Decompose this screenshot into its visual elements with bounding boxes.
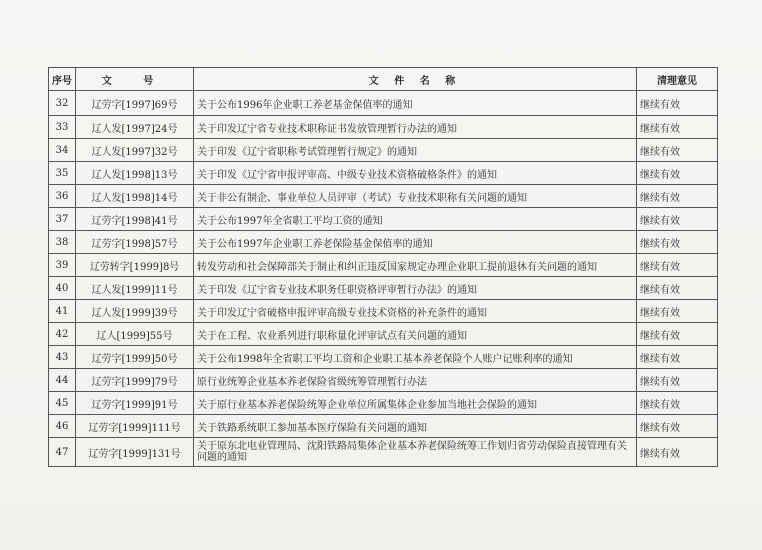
row-doc-no: 辽劳字[1999]131号 bbox=[76, 438, 194, 467]
row-doc-no: 辽劳字[1999]91号 bbox=[76, 392, 194, 415]
row-title: 关于印发《辽宁省专业技术职务任职资格评审暂行办法》的通知 bbox=[194, 277, 637, 300]
row-doc-no: 辽劳字[1999]111号 bbox=[76, 415, 194, 438]
row-title: 关于公布1997年企业职工养老保险基金保值率的通知 bbox=[194, 231, 637, 254]
table-row bbox=[49, 116, 718, 139]
table-row bbox=[49, 346, 718, 369]
table-row bbox=[49, 438, 718, 467]
table-row bbox=[49, 231, 718, 254]
header-no: 序号 bbox=[49, 68, 76, 91]
row-doc-no: 辽劳字[1999]79号 bbox=[76, 369, 194, 392]
row-title: 转发劳动和社会保障部关于制止和纠正违反国家规定办理企业职工提前退休有关问题的通知 bbox=[194, 254, 637, 277]
row-opinion: 继续有效 bbox=[637, 369, 718, 392]
row-no: 42 bbox=[49, 323, 76, 346]
row-doc-no: 辽人发[1998]13号 bbox=[76, 162, 194, 185]
row-title: 关于印发《辽宁省申报评审高、中级专业技术资格破格条件》的通知 bbox=[194, 162, 637, 185]
row-doc-no: 辽劳字[1998]41号 bbox=[76, 208, 194, 231]
table-header-row bbox=[49, 68, 718, 91]
header-doc-no: 文 号 bbox=[76, 68, 194, 91]
row-no: 36 bbox=[49, 185, 76, 208]
row-title: 关于公布1996年企业职工养老基金保值率的通知 bbox=[194, 91, 637, 116]
row-no: 46 bbox=[49, 415, 76, 438]
row-no: 47 bbox=[49, 438, 76, 467]
row-title: 关于印发辽宁省破格申报评审高级专业技术资格的补充条件的通知 bbox=[194, 300, 637, 323]
row-title: 关于公布1997年全省职工平均工资的通知 bbox=[194, 208, 637, 231]
row-opinion: 继续有效 bbox=[637, 116, 718, 139]
row-doc-no: 辽人发[1999]39号 bbox=[76, 300, 194, 323]
row-no: 38 bbox=[49, 231, 76, 254]
table-row bbox=[49, 392, 718, 415]
row-opinion: 继续有效 bbox=[637, 185, 718, 208]
row-title: 关于原行业基本养老保险统筹企业单位所属集体企业参加当地社会保险的通知 bbox=[194, 392, 637, 415]
row-no: 39 bbox=[49, 254, 76, 277]
table-row bbox=[49, 300, 718, 323]
row-no: 40 bbox=[49, 277, 76, 300]
row-no: 33 bbox=[49, 116, 76, 139]
row-no: 44 bbox=[49, 369, 76, 392]
row-doc-no: 辽劳字[1998]57号 bbox=[76, 231, 194, 254]
row-title: 关于公布1998年全省职工平均工资和企业职工基本养老保险个人账户记账利率的通知 bbox=[194, 346, 637, 369]
row-no: 32 bbox=[49, 91, 76, 116]
table-row bbox=[49, 139, 718, 162]
row-doc-no: 辽劳字[1999]50号 bbox=[76, 346, 194, 369]
row-opinion: 继续有效 bbox=[637, 139, 718, 162]
row-doc-no: 辽人发[1998]14号 bbox=[76, 185, 194, 208]
row-title: 关于非公有制企、事业单位人员评审（考试）专业技术职称有关问题的通知 bbox=[194, 185, 637, 208]
header-opinion: 清理意见 bbox=[637, 68, 718, 91]
row-no: 45 bbox=[49, 392, 76, 415]
document-list-table bbox=[48, 67, 718, 467]
row-opinion: 继续有效 bbox=[637, 392, 718, 415]
row-doc-no: 辽人发[1999]11号 bbox=[76, 277, 194, 300]
row-no: 41 bbox=[49, 300, 76, 323]
table-row bbox=[49, 254, 718, 277]
row-title: 关于印发辽宁省专业技术职称证书发放管理暂行办法的通知 bbox=[194, 116, 637, 139]
row-title: 关于印发《辽宁省职称考试管理暂行规定》的通知 bbox=[194, 139, 637, 162]
row-opinion: 继续有效 bbox=[637, 346, 718, 369]
row-title: 关于原东北电业管理局、沈阳铁路局集体企业基本养老保险统筹工作划归省劳动保险直接管理有关问题的通知 bbox=[194, 438, 637, 467]
row-opinion: 继续有效 bbox=[637, 162, 718, 185]
row-no: 34 bbox=[49, 139, 76, 162]
row-doc-no: 辽人发[1997]32号 bbox=[76, 139, 194, 162]
table-row bbox=[49, 415, 718, 438]
row-opinion: 继续有效 bbox=[637, 254, 718, 277]
row-doc-no: 辽人[1999]55号 bbox=[76, 323, 194, 346]
row-opinion: 继续有效 bbox=[637, 91, 718, 116]
row-opinion: 继续有效 bbox=[637, 208, 718, 231]
row-doc-no: 辽劳字[1997]69号 bbox=[76, 91, 194, 116]
table-row bbox=[49, 162, 718, 185]
row-opinion: 继续有效 bbox=[637, 415, 718, 438]
table-row bbox=[49, 208, 718, 231]
table-row bbox=[49, 91, 718, 116]
row-opinion: 继续有效 bbox=[637, 438, 718, 467]
row-no: 37 bbox=[49, 208, 76, 231]
row-opinion: 继续有效 bbox=[637, 323, 718, 346]
row-doc-no: 辽人发[1997]24号 bbox=[76, 116, 194, 139]
row-title: 关于铁路系统职工参加基本医疗保险有关问题的通知 bbox=[194, 415, 637, 438]
row-title: 原行业统筹企业基本养老保险省级统筹管理暂行办法 bbox=[194, 369, 637, 392]
table-row bbox=[49, 323, 718, 346]
table-row bbox=[49, 277, 718, 300]
row-opinion: 继续有效 bbox=[637, 300, 718, 323]
header-title: 文 件 名 称 bbox=[194, 68, 637, 91]
row-title: 关于在工程、农业系列进行职称量化评审试点有关问题的通知 bbox=[194, 323, 637, 346]
row-doc-no: 辽劳转字[1999]8号 bbox=[76, 254, 194, 277]
row-opinion: 继续有效 bbox=[637, 277, 718, 300]
table-row bbox=[49, 369, 718, 392]
row-opinion: 继续有效 bbox=[637, 231, 718, 254]
table-row bbox=[49, 185, 718, 208]
row-no: 35 bbox=[49, 162, 76, 185]
row-no: 43 bbox=[49, 346, 76, 369]
